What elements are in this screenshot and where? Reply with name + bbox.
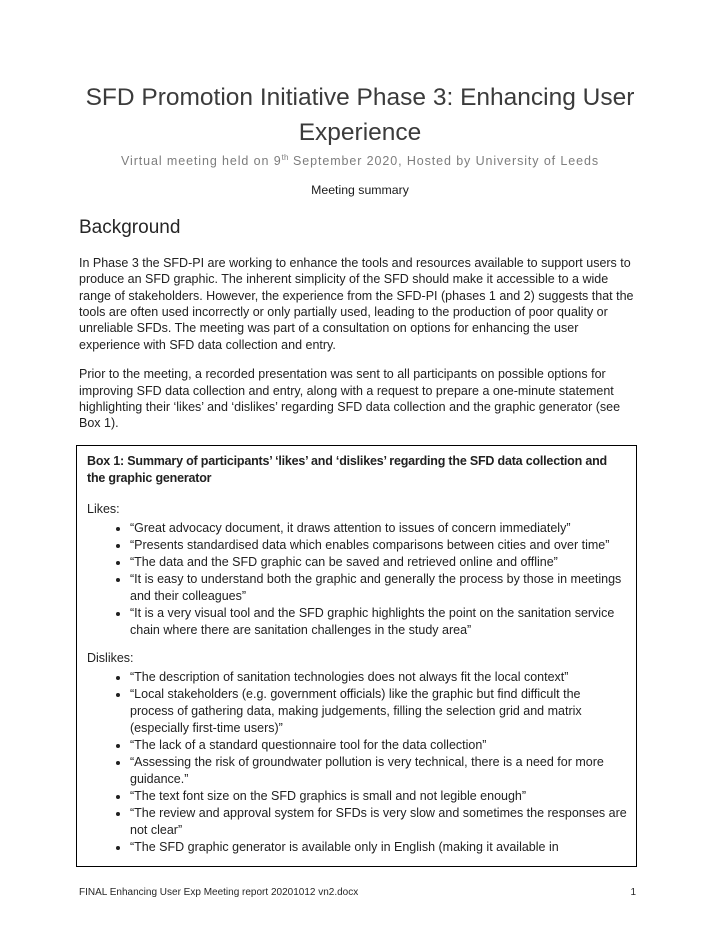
list-item: • “Presents standardised data which enables comparisons between cities and over time” bbox=[130, 537, 627, 554]
box1-summary bbox=[76, 445, 637, 867]
list-item: • “The SFD graphic generator is available only in English (making it available in bbox=[130, 839, 627, 856]
subtitle-superscript: th bbox=[281, 152, 289, 162]
footer-filename: FINAL Enhancing User Exp Meeting report 20201012 vn2.docx bbox=[79, 887, 359, 898]
list-item: • “It is a very visual tool and the SFD graphic highlights the point on the sanitation service chain where there are sanitation challenges in the study area” bbox=[130, 605, 627, 639]
background-heading: Background bbox=[79, 217, 181, 238]
subtitle-suffix: September 2020, Hosted by University of Leeds bbox=[288, 154, 599, 168]
list-item: • “Assessing the risk of groundwater pollution is very technical, there is a need for more guidance.” bbox=[130, 754, 627, 788]
list-item: • “Local stakeholders (e.g. government officials) like the graphic but find difficult the process of gathering data, making judgements, filling the selection grid and matrix (especially first-time users)” bbox=[130, 686, 627, 737]
subtitle-prefix: Virtual meeting held on 9 bbox=[121, 154, 282, 168]
list-item: • “The text font size on the SFD graphics is small and not legible enough” bbox=[130, 788, 627, 805]
dislikes-label: Dislikes: bbox=[87, 650, 134, 665]
likes-list bbox=[87, 520, 627, 639]
footer-page-number: 1 bbox=[630, 887, 636, 898]
page-title: SFD Promotion Initiative Phase 3: Enhancing User Experience bbox=[85, 84, 635, 146]
box1-title: Box 1: Summary of participants’ ‘likes’ and ‘dislikes’ regarding the SFD data collection and the graphic generator bbox=[87, 453, 607, 485]
list-item: • “The lack of a standard questionnaire tool for the data collection” bbox=[130, 737, 627, 754]
list-item: • “The description of sanitation technologies does not always fit the local context” bbox=[130, 669, 627, 686]
dislikes-list bbox=[87, 669, 627, 856]
list-item: • “The review and approval system for SFDs is very slow and sometimes the responses are not clear” bbox=[130, 805, 627, 839]
meeting-summary-label: Meeting summary bbox=[311, 183, 409, 197]
background-paragraph-2: Prior to the meeting, a recorded presentation was sent to all participants on possible options for improving SFD data collection and entry, along with a request to prepare a one-minute statement highlighting their ‘likes’ and ‘dislikes’ regarding SFD data collection and the graphic generator (see Box 1). bbox=[79, 367, 621, 431]
page-footer bbox=[79, 887, 636, 898]
list-item: • “Great advocacy document, it draws attention to issues of concern immediately” bbox=[130, 520, 627, 537]
list-item: • “The data and the SFD graphic can be saved and retrieved online and offline” bbox=[130, 554, 627, 571]
list-item: • “It is easy to understand both the graphic and generally the process by those in meetings and their colleagues” bbox=[130, 571, 627, 605]
background-paragraph-1: In Phase 3 the SFD-PI are working to enhance the tools and resources available to support users to produce an SFD graphic. The inherent simplicity of the SFD should make it accessible to a wide range of stakeholders. However, the experience from the SFD-PI (phases 1 and 2) suggests that the tools are often used incorrectly or only partially used, leading to the production of poor quality or unreliable SFDs. The meeting was part of a consultation on options for enhancing the user experience with SFD data collection and entry. bbox=[79, 255, 634, 352]
document-subtitle bbox=[0, 154, 720, 168]
document-body bbox=[79, 216, 640, 432]
likes-label: Likes: bbox=[87, 501, 120, 516]
